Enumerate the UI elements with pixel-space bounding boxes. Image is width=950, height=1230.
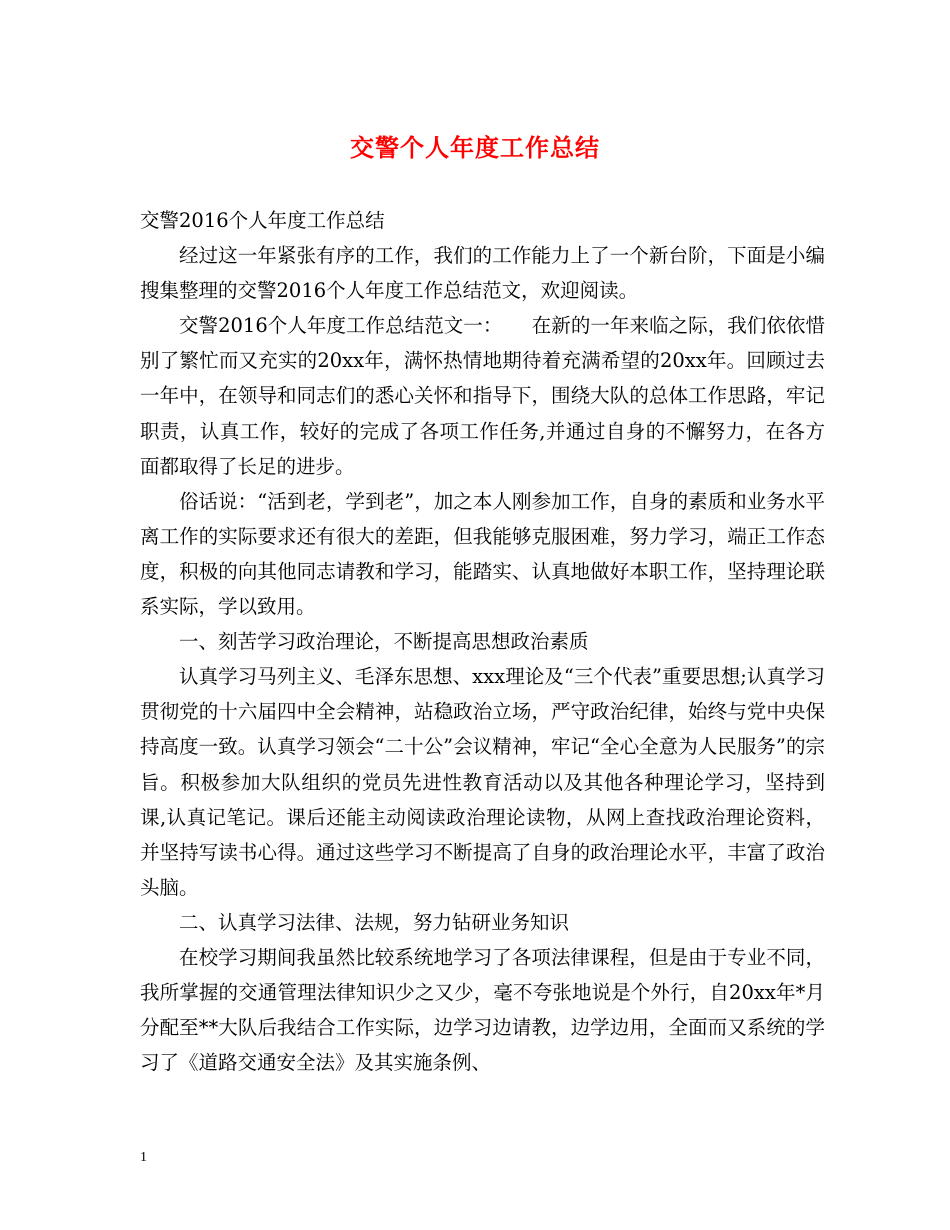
section-heading: 二、认真学习法律、法规，努力钻研业务知识 xyxy=(179,910,570,934)
body-paragraph: 认真学习马列主义、毛泽东思想、xxx理论及“三个代表”重要思想;认真学习贯彻党的十六届四中全会精神，站稳政治立场，严守政治纪律，始终与党中央保持高度一致。认真学习领会“二十公”会议精神，牢记“全心全意为人民服务”的宗旨。积极参加大队组织的党员先进性教育活动以及其他各种理论学习，坚持到课,认真记笔记。课后还能主动阅读政治理论读物，从网上查找政治理论资料，并坚持写读书心得。通过这些学习不断提高了自身的政治理论水平，丰富了政治头脑。 xyxy=(140,665,825,899)
body-paragraph: 交警2016个人年度工作总结范文一： 在新的一年来临之际，我们依依惜别了繁忙而又充实的20xx年，满怀热情地期待着充满希望的20xx年。回顾过去一年中，在领导和同志们的悉心关怀和指导下，围绕大队的总体工作思路，牢记职责，认真工作，较好的完成了各项工作任务,并通过自身的不懈努力，在各方面都取得了长足的进步。 xyxy=(140,314,825,478)
subtitle-paragraph: 交警2016个人年度工作总结 xyxy=(140,209,385,232)
body-paragraph: 在校学习期间我虽然比较系统地学习了各项法律课程，但是由于专业不同，我所掌握的交通管理法律知识少之又少，毫不夸张地说是个外行，自20xx年*月分配至**大队后我结合工作实际，边学习边请教，边学边用，全面而又系统的学习了《道路交通安全法》及其实施条例、 xyxy=(140,945,825,1075)
intro-paragraph: 经过这一年紧张有序的工作，我们的工作能力上了一个新台阶，下面是小编搜集整理的交警2016个人年度工作总结范文，欢迎阅读。 xyxy=(140,244,825,303)
body-paragraph: 俗话说：“活到老，学到老”，加之本人刚参加工作，自身的素质和业务水平离工作的实际要求还有很大的差距，但我能够克服困难，努力学习，端正工作态度，积极的向其他同志请教和学习，能踏实、认真地做好本职工作，坚持理论联系实际，学以致用。 xyxy=(140,489,825,619)
page-number: 1 xyxy=(140,1150,147,1165)
document-title: 交警个人年度工作总结 xyxy=(350,133,600,162)
section-heading: 一、刻苦学习政治理论，不断提高思想政治素质 xyxy=(179,630,589,654)
document-body xyxy=(140,203,825,1080)
